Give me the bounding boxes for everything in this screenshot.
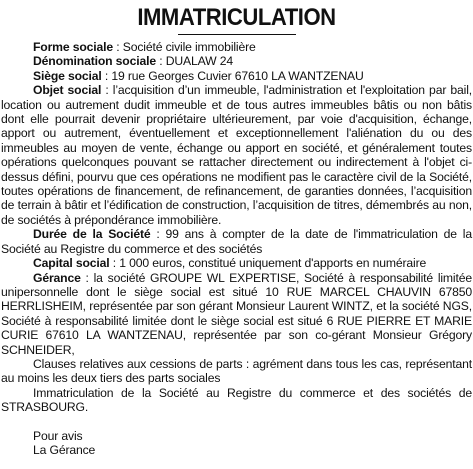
field-siege-social: Siège social : 19 rue Georges Cuvier 67610 LA WANTZENAU [33, 68, 364, 83]
field-value: 99 ans à compter de la date de l'immatriculation de la Société au Registre du commerce et des sociétés [1, 227, 472, 256]
signature-pour-avis: Pour avis [33, 428, 83, 443]
field-value: la société GROUPE WL EXPERTISE, Société à responsabilité limitée unipersonnelle dont le siège social est situé 10 RUE MARCEL CHAUVIN 67850 HERRLISHEIM, représentée par son gérant Monsieur Laurent WINTZ, et la société NGS, Société à responsabilité limitée dont le siège social est situé 6 RUE PIERRE ET MARIE CURIE 67610 LA WANTZENAU, représentée par son co-gérant Monsieur Grégory SCHNEIDER, [1, 270, 472, 357]
field-value: 19 rue Georges Cuvier 67610 LA WANTZENAU [111, 68, 364, 83]
notice-body [1, 40, 472, 457]
field-label: Forme sociale [33, 40, 114, 54]
field-value: Société civile immobilière [122, 40, 256, 54]
field-duree: Durée de la Société : 99 ans à compter de la date de l'immatriculation de la Société au Registre du commerce et des sociétés [1, 227, 472, 256]
field-capital-social: Capital social : 1 000 euros, constitué uniquement d'apports en numéraire [33, 256, 427, 271]
immatriculation-paragraph: Immatriculation de la Société au Registre du commerce et des sociétés de STRASBOURG. [1, 385, 472, 415]
title-underline [178, 34, 296, 35]
field-value: l’acquisition d’un immeuble, l'administration et l'exploitation par bail, location ou autrement dudit immeuble et de tous autres immeubles bâtis ou non bâtis dont elle pourrait devenir propriétaire ultérieurement, par voie d'acquisition, échange, apport ou autrement, éventuellement et exceptionnellement l'aliénation du ou des immeubles au moyen de vente, échange ou apport en société, et généralement toutes opérations quelconques pouvant se rattacher directement ou indirectement à l'objet ci-dessus défini, pourvu que ces opérations ne modifient pas le caractère civil de la Société, toutes opérations de financement, de refinancement, de garanties données, l’acquisition de terrain à bâtir et l’édification de construction, l’acquisition de titres, démembrés au non, de sociétés à prépondérance immobilière. [1, 83, 472, 227]
field-label: Durée de la Société [33, 227, 151, 242]
field-value: 1 000 euros, constitué uniquement d'apports en numéraire [119, 256, 427, 271]
field-objet-social: Objet social : l’acquisition d’un immeuble, l'administration et l'exploitation par bail, location ou autrement dudit immeuble et de tous autres immeubles bâtis ou non bâtis dont elle pourrait devenir propriétaire ultérieurement, par voie d'acquisition, échange, apport ou autrement, éventuellement et exceptionnellement l'aliénation du ou des immeubles au moyen de vente, échange ou apport en société, et généralement toutes opérations quelconques pouvant se rattacher directement ou indirectement à l'objet ci-dessus défini, pourvu que ces opérations ne modifient pas le caractère civil de la Société, toutes opérations de financement, de refinancement, de garanties données, l’acquisition de terrain à bâtir et l’édification de construction, l’acquisition de titres, démembrés au non, de sociétés à prépondérance immobilière. [1, 83, 472, 227]
field-forme-sociale: Forme sociale : Société civile immobilière [33, 40, 256, 54]
field-label: Dénomination sociale [33, 54, 156, 69]
field-label: Gérance [33, 270, 81, 285]
field-label: Objet social [33, 83, 102, 98]
field-label: Siège social [33, 68, 102, 83]
clauses-paragraph: Clauses relatives aux cessions de parts : agrément dans tous les cas, représentant au moins les deux tiers des parts sociales [1, 356, 472, 386]
field-value: DUALAW 24 [165, 54, 233, 69]
field-denomination-sociale: Dénomination sociale : DUALAW 24 [33, 54, 233, 69]
field-label: Capital social [33, 256, 110, 271]
spacer [1, 415, 472, 429]
field-gerance: Gérance : la société GROUPE WL EXPERTISE, Société à responsabilité limitée unipersonnelle dont le siège social est situé 10 RUE MARCEL CHAUVIN 67850 HERRLISHEIM, représentée par son gérant Monsieur Laurent WINTZ, et la société NGS, Société à responsabilité limitée dont le siège social est situé 6 RUE PIERRE ET MARIE CURIE 67610 LA WANTZENAU, représentée par son co-gérant Monsieur Grégory SCHNEIDER, [1, 270, 472, 357]
notice-title: IMMATRICULATION [137, 4, 336, 31]
signature-gerance: La Gérance [33, 442, 96, 457]
